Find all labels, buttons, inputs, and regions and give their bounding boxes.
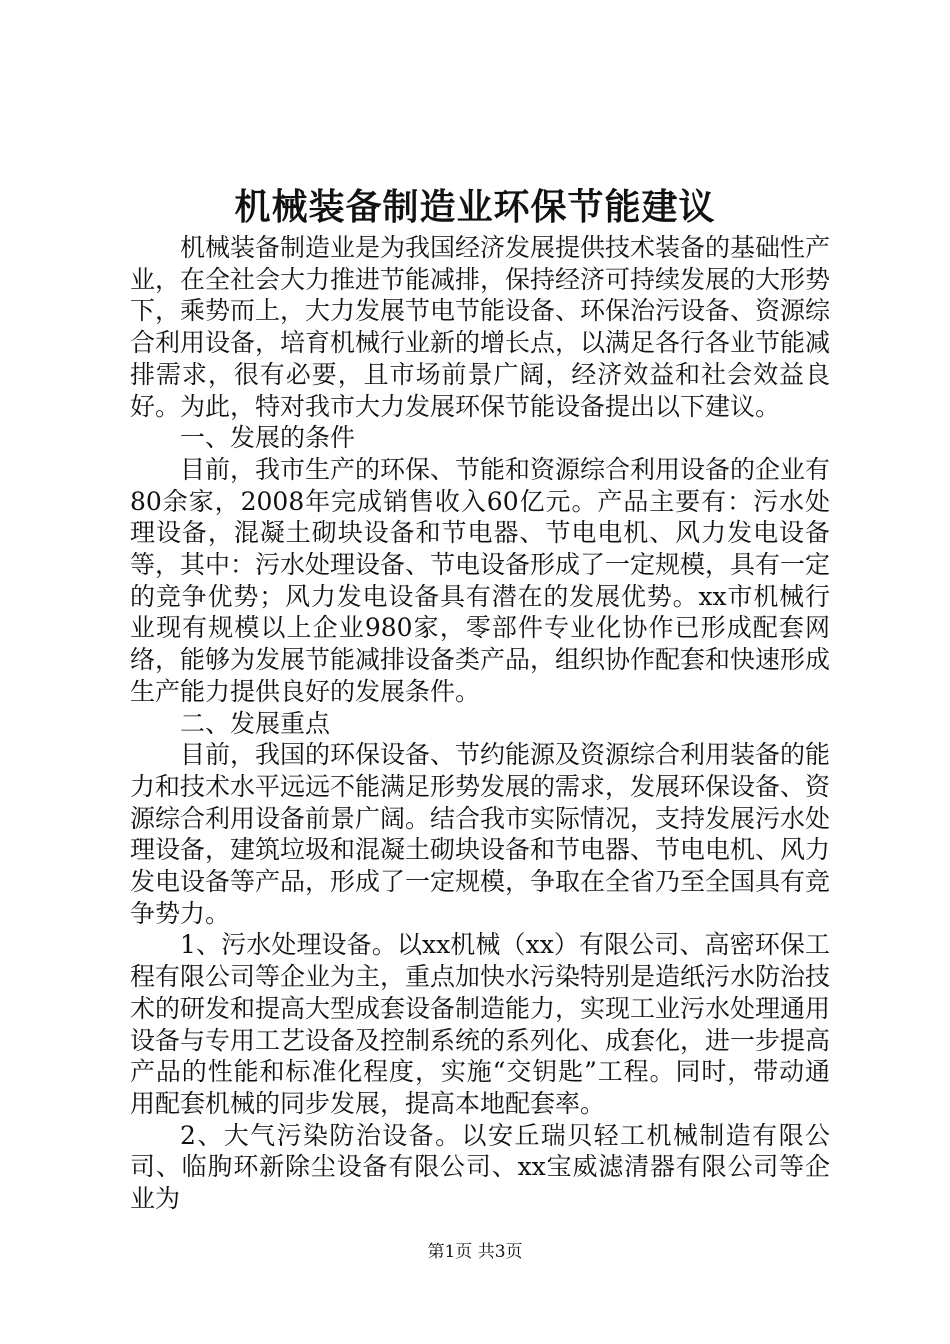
document-body bbox=[130, 232, 830, 1215]
section-heading-conditions: 一、发展的条件 bbox=[180, 423, 356, 453]
paragraph-item-1: 1、污水处理设备。以xx机械（xx）有限公司、高密环保工程有限公司等企业为主，重点加快水污染特别是造纸污水防治技术的研发和提高大型成套设备制造能力，实现工业污水处理通用设备与专用工艺设备及控制系统的系列化、成套化，进一步提高产品的性能和标准化程度，实施“交钥匙”工程。同时，带动通用配套机械的同步发展，提高本地配套率。 bbox=[130, 930, 831, 1118]
paragraph-intro: 机械装备制造业是为我国经济发展提供技术装备的基础性产业，在全社会大力推进节能减排，保持经济可持续发展的大形势下，乘势而上，大力发展节电节能设备、环保治污设备、资源综合利用设备，培育机械行业新的增长点，以满足各行各业节能减排需求，很有必要，且市场前景广阔，经济效益和社会效益良好。为此，特对我市大力发展环保节能设备提出以下建议。 bbox=[130, 233, 831, 421]
section-heading-focus: 二、发展重点 bbox=[180, 708, 331, 738]
page-number: 第1页 共3页 bbox=[427, 1242, 523, 1262]
paragraph-conditions: 目前，我市生产的环保、节能和资源综合利用设备的企业有80余家，2008年完成销售收入60亿元。产品主要有：污水处理设备，混凝土砌块设备和节电器、节电电机、风力发电设备等，其中：污水处理设备、节电设备形成了一定规模，具有一定的竞争优势；风力发电设备具有潜在的发展优势。xx市机械行业现有规模以上企业980家，零部件专业化协作已形成配套网络，能够为发展节能减排设备类产品，组织协作配套和快速形成生产能力提供良好的发展条件。 bbox=[130, 454, 831, 706]
paragraph-focus: 目前，我国的环保设备、节约能源及资源综合利用装备的能力和技术水平远远不能满足形势发展的需求，发展环保设备、资源综合利用设备前景广阔。结合我市实际情况，支持发展污水处理设备，建筑垃圾和混凝土砌块设备和节电器、节电电机、风力发电设备等产品，形成了一定规模，争取在全省乃至全国具有竞争势力。 bbox=[130, 740, 831, 928]
paragraph-item-2: 2、大气污染防治设备。以安丘瑞贝轻工机械制造有限公司、临朐环新除尘设备有限公司、xx宝威滤清器有限公司等企业为 bbox=[130, 1120, 830, 1214]
document-title: 机械装备制造业环保节能建议 bbox=[234, 187, 716, 228]
